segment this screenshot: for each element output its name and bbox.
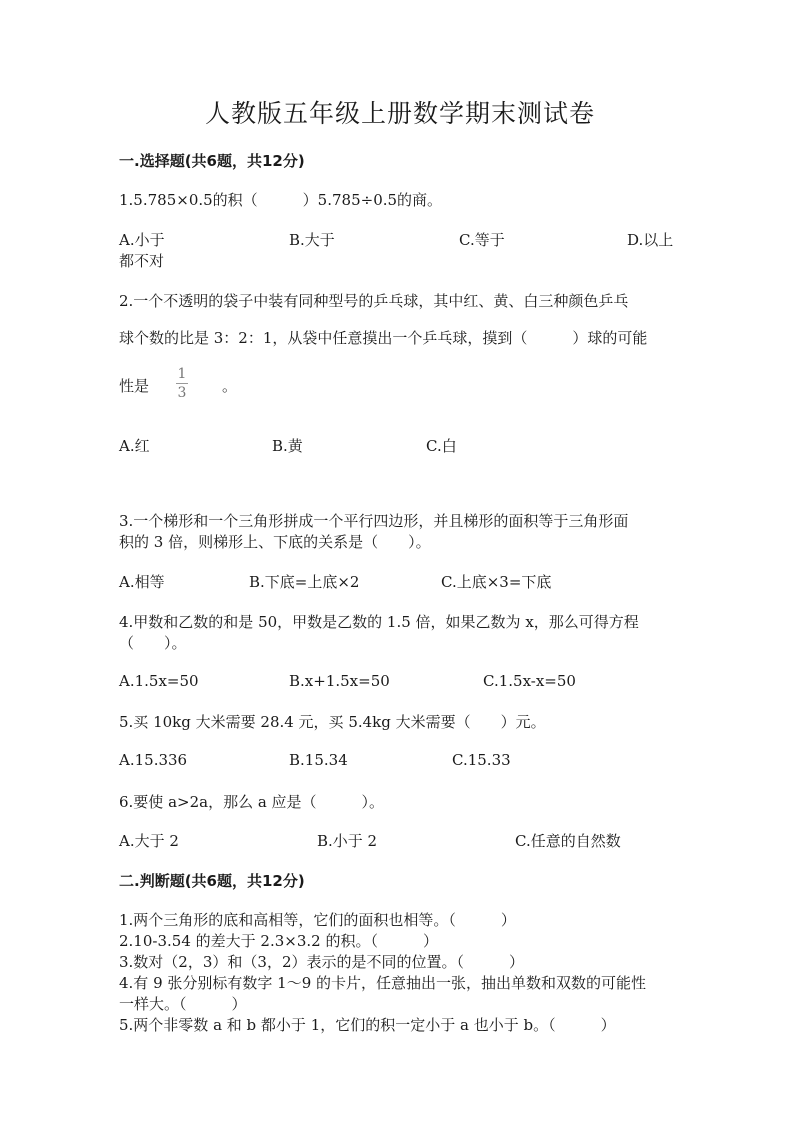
q3-line2: 积的 3 倍，则梯形上、下底的关系是（ ）。 — [119, 533, 431, 551]
judge-item-1: 1.两个三角形的底和高相等，它们的面积也相等。（ ） — [119, 911, 516, 929]
q4-option-c: C.1.5x-x=50 — [483, 672, 576, 690]
fraction-one-third — [174, 367, 190, 400]
q6-option-c: C.任意的自然数 — [515, 832, 621, 850]
q4-option-b: B.x+1.5x=50 — [289, 672, 390, 690]
judge-item-5: 5.两个非零数 a 和 b 都小于 1，它们的积一定小于 a 也小于 b。（ ） — [119, 1016, 616, 1034]
fraction-bar — [176, 383, 188, 384]
q1-option-c: C.等于 — [459, 231, 505, 249]
q5-option-a: A.15.336 — [119, 751, 188, 769]
section1-heading: 一.选择题(共6题，共12分) — [119, 152, 305, 170]
q3-option-c: C.上底×3=下底 — [441, 573, 552, 591]
fraction-denominator: 3 — [177, 385, 187, 401]
q1-stem: 1.5.785×0.5的积（ ）5.785÷0.5的商。 — [119, 191, 443, 209]
q4-option-a: A.1.5x=50 — [119, 672, 199, 690]
q3-option-a: A.相等 — [119, 573, 165, 591]
q2-line3-suffix: 。 — [222, 377, 238, 395]
judge-item-4: 4.有 9 张分别标有数字 1～9 的卡片，任意抽出一张，抽出单数和双数的可能性 — [119, 974, 647, 992]
page-title: 人教版五年级上册数学期末测试卷 — [204, 99, 595, 128]
judge-item-3: 3.数对（2，3）和（3，2）表示的是不同的位置。（ ） — [119, 953, 524, 971]
q2-option-c: C.白 — [426, 437, 457, 455]
fraction-numerator: 1 — [177, 366, 187, 382]
q3-option-b: B.下底=上底×2 — [249, 573, 360, 591]
q1-option-a: A.小于 — [119, 231, 165, 249]
q2-option-b: B.黄 — [272, 437, 303, 455]
q5-option-b: B.15.34 — [289, 751, 348, 769]
q5-option-c: C.15.33 — [452, 751, 511, 769]
q4-line1: 4.甲数和乙数的和是 50，甲数是乙数的 1.5 倍，如果乙数为 x，那么可得方程 — [119, 613, 639, 631]
q2-option-a: A.红 — [119, 437, 150, 455]
q5-stem: 5.买 10kg 大米需要 28.4 元，买 5.4kg 大米需要（ ）元。 — [119, 713, 546, 731]
q3-line1: 3.一个梯形和一个三角形拼成一个平行四边形，并且梯形的面积等于三角形面 — [119, 512, 629, 530]
q4-line2: （ ）。 — [119, 634, 187, 652]
q2-line2: 球个数的比是 3：2：1，从袋中任意摸出一个乒乓球，摸到（ ）球的可能 — [119, 329, 648, 347]
q6-option-a: A.大于 2 — [119, 832, 179, 850]
judge-item-2: 2.10-3.54 的差大于 2.3×3.2 的积。（ ） — [119, 932, 438, 950]
q2-line3-prefix: 性是 — [119, 377, 150, 395]
section2-heading: 二.判断题(共6题，共12分) — [119, 872, 305, 890]
judge-item-4-wrap: 一样大。（ ） — [119, 995, 247, 1013]
q6-stem: 6.要使 a>2a，那么 a 应是（ ）。 — [119, 793, 385, 811]
q1-option-d-wrap: 都不对 — [119, 252, 165, 270]
q1-option-d: D.以上 — [627, 231, 674, 249]
q6-option-b: B.小于 2 — [317, 832, 378, 850]
q1-option-b: B.大于 — [289, 231, 335, 249]
q2-line1: 2.一个不透明的袋子中装有同种型号的乒乓球，其中红、黄、白三种颜色乒乓 — [119, 292, 629, 310]
